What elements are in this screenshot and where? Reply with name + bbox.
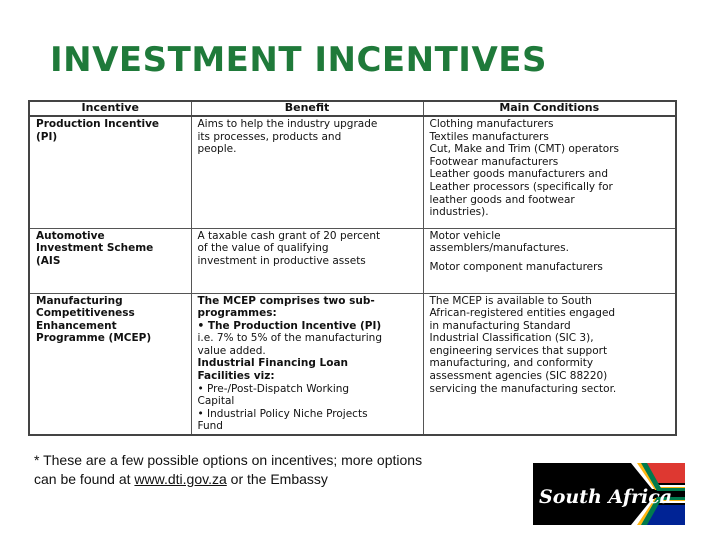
- text-line: • Industrial Policy Niche Projects: [197, 407, 368, 420]
- text-line: Leather processors (specifically for: [429, 180, 613, 193]
- footnote-suffix: or the Embassy: [226, 471, 328, 487]
- incentives-table: [28, 100, 677, 436]
- text-line: Competitiveness: [36, 307, 135, 320]
- text-line: The MCEP is available to South: [429, 294, 592, 307]
- text-line: leather goods and footwear: [429, 193, 575, 206]
- text-line: Motor component manufacturers: [429, 260, 603, 273]
- incentive-cell: [29, 116, 191, 228]
- footnote-line-1: * These are a few possible options on incentives; more options: [34, 452, 423, 468]
- benefit-cell: [191, 293, 423, 435]
- text-line: Facilities viz:: [197, 370, 275, 383]
- footnote-prefix: can be found at: [34, 471, 135, 487]
- text-line: Programme (MCEP): [36, 332, 152, 345]
- text-line: manufacturing, and conformity: [429, 357, 594, 370]
- conditions-cell: [423, 293, 676, 435]
- table-row-mcep: [29, 293, 676, 435]
- text-line: industries).: [429, 206, 489, 219]
- text-line: Investment Scheme: [36, 242, 154, 255]
- text-line: Aims to help the industry upgrade: [197, 118, 378, 130]
- text-line: Motor vehicle: [429, 229, 501, 242]
- table-header-row: [29, 101, 676, 116]
- conditions-cell: [423, 116, 676, 228]
- text-line: its processes, products and: [197, 130, 342, 143]
- conditions-cell: [423, 228, 676, 293]
- text-line: assessment agencies (SIC 88220): [429, 370, 608, 383]
- text-line: Leather goods manufacturers and: [429, 168, 609, 181]
- dti-website-link[interactable]: www.dti.gov.za: [134, 471, 227, 487]
- text-line: Enhancement: [36, 319, 117, 332]
- text-line: African-registered entities engaged: [429, 307, 616, 320]
- column-header-incentive: Incentive: [29, 101, 191, 116]
- text-line: A taxable cash grant of 20 percent: [197, 229, 381, 242]
- text-line: Footwear manufacturers: [429, 155, 559, 168]
- south-africa-flag-logo: [533, 463, 685, 525]
- text-line: Fund: [197, 420, 223, 433]
- table-row-pi: [29, 116, 676, 228]
- page-title: INVESTMENT INCENTIVES: [50, 40, 547, 80]
- benefit-cell: [191, 116, 423, 228]
- text-line: of the value of qualifying: [197, 242, 329, 255]
- text-line: engineering services that support: [429, 344, 608, 357]
- text-line: in manufacturing Standard: [429, 319, 571, 332]
- text-line: Cut, Make and Trim (CMT) operators: [429, 143, 620, 156]
- footnote: [34, 451, 494, 489]
- text-line: • The Production Incentive (PI): [197, 319, 382, 332]
- text-line: i.e. 7% to 5% of the manufacturing: [197, 332, 382, 345]
- text-line: Production Incentive: [36, 118, 160, 130]
- text-line: Capital: [197, 395, 235, 408]
- text-line: Industrial Classification (SIC 3),: [429, 332, 594, 345]
- text-line: Manufacturing: [36, 294, 123, 307]
- benefit-cell: [191, 228, 423, 293]
- text-line: Clothing manufacturers: [429, 118, 554, 130]
- text-line: people.: [197, 143, 237, 156]
- text-line: Industrial Financing Loan: [197, 357, 349, 370]
- logo-wordmark: South Africa: [539, 486, 673, 508]
- text-line: The MCEP comprises two sub-: [197, 294, 375, 307]
- text-line: • Pre-/Post-Dispatch Working: [197, 382, 350, 395]
- text-line: investment in productive assets: [197, 254, 366, 267]
- text-line: programmes:: [197, 307, 277, 320]
- incentive-cell: [29, 293, 191, 435]
- text-line: Textiles manufacturers: [429, 130, 549, 143]
- text-line: assemblers/manufactures.: [429, 242, 569, 255]
- text-line: (PI): [36, 130, 58, 143]
- column-header-benefit: Benefit: [191, 101, 423, 116]
- table-row-ais: [29, 228, 676, 293]
- text-line: value added.: [197, 344, 266, 357]
- column-header-conditions: Main Conditions: [423, 101, 676, 116]
- incentive-cell: [29, 228, 191, 293]
- text-line: servicing the manufacturing sector.: [429, 382, 617, 395]
- text-line: Automotive: [36, 229, 105, 242]
- text-line: (AIS: [36, 254, 61, 267]
